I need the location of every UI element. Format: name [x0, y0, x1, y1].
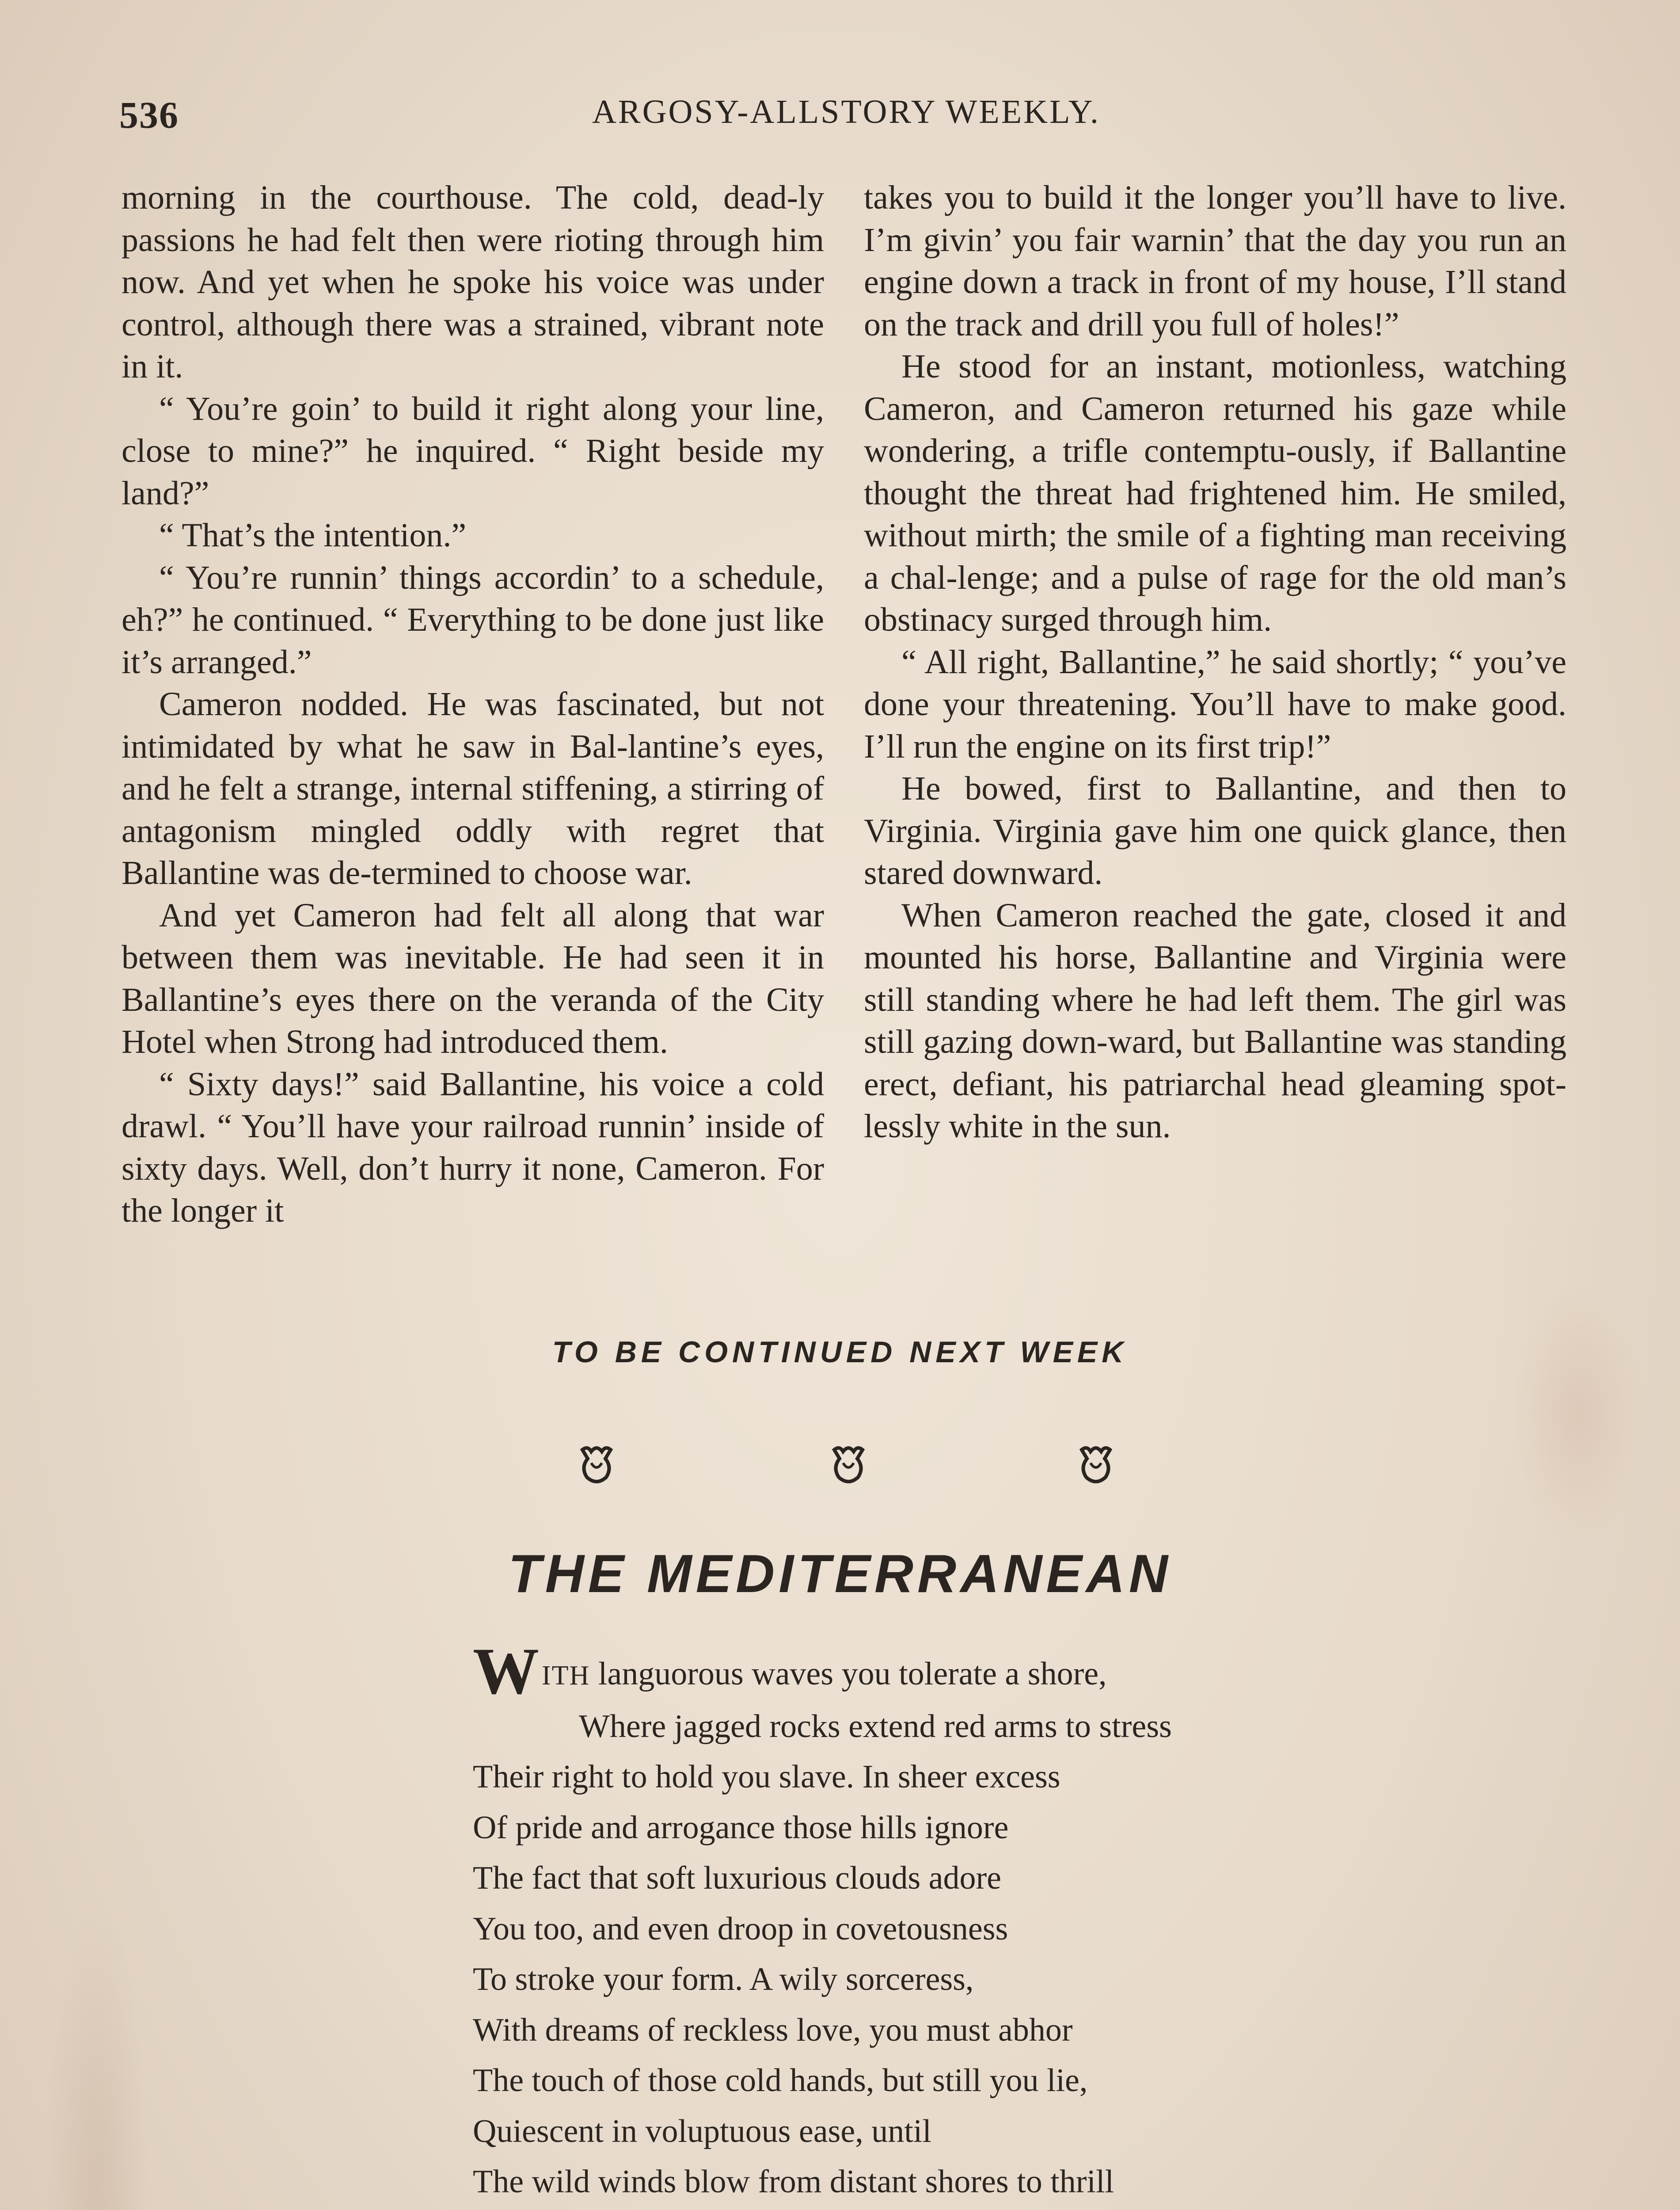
- paragraph: takes you to build it the longer you’ll have to live. I’m givin’ you fair warnin’ that the day you run an engine down a track in front of my house, I’ll stand on the track and drill you full of holes!”: [864, 179, 1566, 343]
- paragraph: He stood for an instant, motionless, watching Cameron, and Cameron returned his gaze while wondering, a trifle contemptu-ously, if Ballantine thought the threat had frightened him. He smiled, without mirth; the smile of a fighting man receiving a chal-lenge; and a pulse of rage for the old man’s obstinacy surged through him.: [864, 348, 1566, 638]
- right-column: [864, 177, 1566, 1148]
- poem-line: Their right to hold you slave. In sheer excess: [473, 1759, 1060, 1795]
- left-column: [122, 177, 824, 1232]
- paragraph: morning in the courthouse. The cold, dead-ly passions he had felt then were rioting through him now. And yet when he spoke his voice was under control, although there was a strained, vibrant note in it.: [122, 179, 824, 385]
- paper-stain: [44, 1901, 150, 2210]
- first-word-rest: ITH: [542, 1661, 590, 1691]
- poem-line: Quiescent in voluptuous ease, until: [473, 2113, 931, 2149]
- paragraph: “ That’s the intention.”: [159, 517, 467, 554]
- poem-line: The fact that soft luxurious clouds adore: [473, 1860, 1001, 1896]
- running-title: ARGOSY-ALLSTORY WEEKLY.: [592, 93, 1100, 130]
- page-header: [119, 93, 1573, 155]
- poem-line: You too, and even droop in covetousness: [473, 1910, 1008, 1947]
- poem-title: THE MEDITERRANEAN: [508, 1543, 1172, 1604]
- ornament-icon: [579, 1445, 614, 1485]
- ornament-icon: [831, 1445, 866, 1485]
- poem-first-line: [473, 1635, 1533, 1708]
- ornament-icon: [1078, 1445, 1114, 1485]
- paragraph: Cameron nodded. He was fascinated, but not intimidated by what he saw in Bal-lantine’s eyes, and he felt a strange, internal stiffening, a stirring of antagonism mingled oddly with regret that Ballantine was de-termined to choose war.: [122, 686, 824, 892]
- poem-line: Of pride and arrogance those hills ignore: [473, 1809, 1009, 1846]
- paragraph: “ All right, Ballantine,” he said shortly; “ you’ve done your threatening. You’ll have to make good. I’ll run the engine on its first trip!”: [864, 643, 1566, 765]
- poem-line: Where jagged rocks extend red arms to stress: [579, 1708, 1172, 1745]
- page-number: 536: [119, 94, 179, 136]
- paper-stain: [1511, 1282, 1644, 1547]
- paragraph: “ You’re goin’ to build it right along your line, close to mine?” he inquired. “ Right beside my land?”: [122, 390, 824, 512]
- paragraph: When Cameron reached the gate, closed it and mounted his horse, Ballantine and Virginia were still standing where he had left them. The girl was still gazing down-ward, but Ballantine was standing erect, defiant, his patriarchal head gleaming spot-lessly white in the sun.: [864, 896, 1566, 1145]
- paragraph: And yet Cameron had felt all along that war between them was inevitable. He had seen it in Ballantine’s eyes there on the veranda of the City Hotel when Strong had introduced them.: [122, 896, 824, 1060]
- poem-body: [473, 1635, 1533, 2210]
- poem-line: The wild winds blow from distant shores to thrill: [473, 2164, 1114, 2200]
- poem-line: With dreams of reckless love, you must abhor: [473, 2012, 1073, 2048]
- paragraph: “ You’re runnin’ things accordin’ to a schedule, eh?” he continued. “ Everything to be done just like it’s arranged.”: [122, 559, 824, 681]
- poem-line: The touch of those cold hands, but still you lie,: [473, 2062, 1088, 2099]
- poem-line: To stroke your form. A wily sorceress,: [473, 1961, 974, 1997]
- first-line-rest: languorous waves you tolerate a shore,: [590, 1656, 1107, 1692]
- continued-notice: TO BE CONTINUED NEXT WEEK: [552, 1335, 1128, 1369]
- poem-line: [473, 2207, 1533, 2210]
- ornament-divider: [0, 1445, 1680, 1498]
- paragraph: He bowed, first to Ballantine, and then to Virginia. Virginia gave him one quick glance, then stared downward.: [864, 770, 1566, 892]
- drop-cap: W: [473, 1635, 539, 1708]
- paragraph: “ Sixty days!” said Ballantine, his voice a cold drawl. “ You’ll have your railroad runnin’ inside of sixty days. Well, don’t hurry it none, Cameron. For the longer it: [122, 1065, 824, 1229]
